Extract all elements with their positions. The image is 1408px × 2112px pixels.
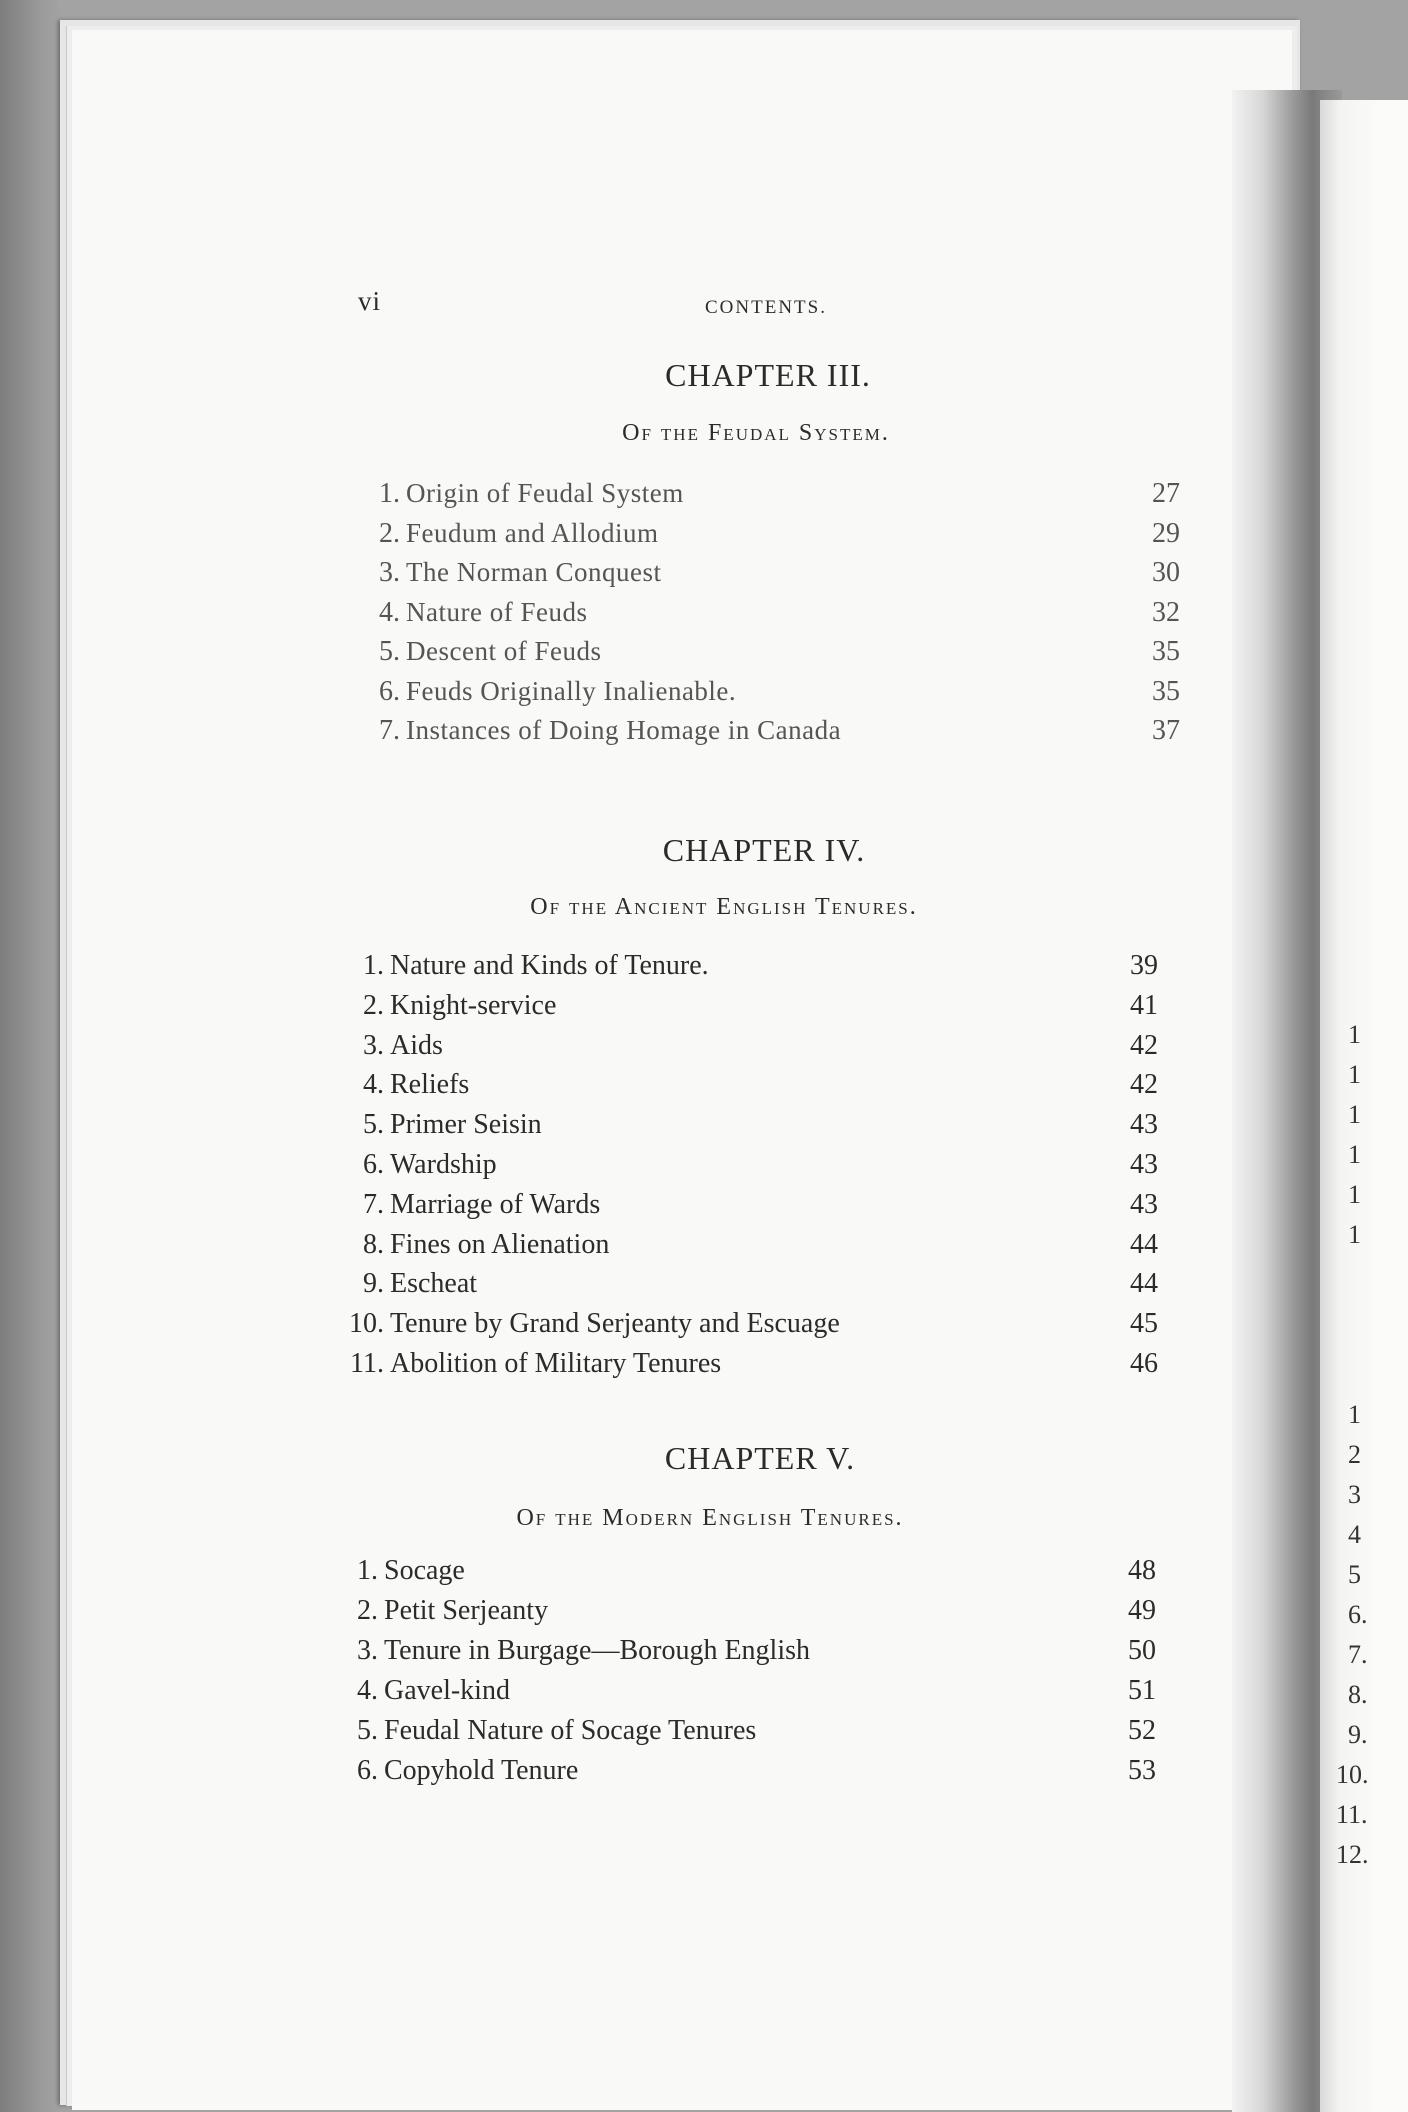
toc-entry-number: 2. bbox=[357, 1595, 378, 1626]
toc-entry-page: 53 bbox=[1128, 1755, 1156, 1786]
toc-entry-page: 27 bbox=[1152, 478, 1180, 509]
toc-entry-number: 5. bbox=[379, 636, 400, 667]
toc-entry-number: 8. bbox=[363, 1228, 384, 1260]
toc-entry-number: 5. bbox=[357, 1715, 378, 1746]
toc-entry-page: 30 bbox=[1152, 557, 1180, 588]
toc-entry-number: 6. bbox=[357, 1755, 378, 1786]
facing-page-number: 11. bbox=[1336, 1800, 1368, 1829]
toc-entry bbox=[360, 597, 1190, 637]
toc-entry-number: 3. bbox=[357, 1635, 378, 1666]
toc-entry-page: 44 bbox=[1130, 1228, 1158, 1260]
toc-entry-number: 1. bbox=[363, 950, 384, 981]
toc-entry-page: 51 bbox=[1128, 1675, 1156, 1706]
toc-entry bbox=[336, 1308, 1168, 1348]
toc-entry bbox=[360, 518, 1190, 558]
toc-entry-title: Descent of Feuds bbox=[406, 636, 602, 666]
toc-entry bbox=[330, 1595, 1166, 1635]
chapter-5-subtitle: Of the Modern English Tenures. bbox=[516, 1505, 904, 1531]
toc-entry-number: 2. bbox=[363, 989, 384, 1021]
facing-page-number: 1 bbox=[1348, 1220, 1361, 1249]
toc-entry-number: 4. bbox=[363, 1069, 384, 1101]
toc-entry-title: Abolition of Military Tenures bbox=[390, 1348, 722, 1379]
toc-entry-title: Gavel-kind bbox=[384, 1675, 510, 1706]
toc-entry-number: 2. bbox=[379, 517, 400, 549]
toc-entry-page: 42 bbox=[1130, 1069, 1158, 1101]
facing-page-number: 7. bbox=[1348, 1640, 1368, 1669]
facing-page-number: 1 bbox=[1348, 1400, 1361, 1429]
toc-entry-title: Knight-service bbox=[390, 989, 557, 1021]
toc-entry-title: Feudal Nature of Socage Tenures bbox=[384, 1715, 757, 1746]
toc-entry bbox=[330, 1675, 1166, 1715]
toc-entry-number: 7. bbox=[363, 1188, 384, 1220]
toc-entry bbox=[360, 557, 1190, 597]
toc-entry-page: 48 bbox=[1128, 1555, 1156, 1586]
toc-entry bbox=[330, 1635, 1166, 1675]
running-title: CONTENTS. bbox=[705, 297, 827, 318]
toc-entry-page: 43 bbox=[1130, 1109, 1158, 1141]
facing-page-number: 1 bbox=[1348, 1060, 1361, 1089]
facing-page-number: 6. bbox=[1348, 1600, 1368, 1629]
toc-entry bbox=[336, 990, 1168, 1030]
toc-entry-title: Tenure in Burgage—Borough English bbox=[384, 1635, 811, 1666]
facing-page-number: 3 bbox=[1348, 1480, 1361, 1509]
toc-entry bbox=[336, 1348, 1168, 1388]
toc-entry-title: Marriage of Wards bbox=[390, 1188, 601, 1220]
facing-page-number: 10. bbox=[1336, 1760, 1369, 1789]
toc-entry-page: 45 bbox=[1130, 1308, 1158, 1340]
toc-entry-page: 50 bbox=[1128, 1635, 1156, 1666]
facing-page-number: 9. bbox=[1348, 1720, 1368, 1749]
toc-entry-page: 41 bbox=[1130, 989, 1158, 1021]
toc-entry-title: Reliefs bbox=[390, 1069, 470, 1101]
toc-entry-title: Feuds Originally Inalienable. bbox=[406, 675, 737, 706]
toc-entry-number: 9. bbox=[363, 1268, 384, 1300]
toc-entry-number: 10. bbox=[349, 1308, 384, 1340]
toc-entry-page: 49 bbox=[1128, 1595, 1156, 1626]
toc-entry-number: 11. bbox=[350, 1348, 384, 1379]
facing-page-number: 12. bbox=[1336, 1840, 1369, 1869]
toc-entry-title: Primer Seisin bbox=[390, 1109, 542, 1141]
toc-entry-page: 43 bbox=[1130, 1149, 1158, 1180]
toc-entry bbox=[360, 676, 1190, 716]
toc-entry-title: Wardship bbox=[390, 1149, 497, 1180]
toc-entry-number: 6. bbox=[379, 675, 400, 707]
page-folio: vi bbox=[358, 286, 382, 316]
toc-entry-page: 44 bbox=[1130, 1268, 1158, 1300]
toc-entry bbox=[360, 636, 1190, 676]
chapter-3-title: CHAPTER III. bbox=[665, 357, 871, 393]
facing-page-number: 2 bbox=[1348, 1440, 1361, 1469]
chapter-4-title: CHAPTER IV. bbox=[662, 832, 866, 868]
chapter-5-title: CHAPTER V. bbox=[664, 1440, 856, 1476]
toc-entry-number: 7. bbox=[379, 715, 400, 746]
toc-entry-page: 35 bbox=[1152, 675, 1180, 707]
toc-entry bbox=[330, 1555, 1166, 1595]
facing-page-number: 1 bbox=[1348, 1140, 1361, 1169]
facing-page-number: 4 bbox=[1348, 1520, 1361, 1549]
toc-entry-title: Nature of Feuds bbox=[406, 596, 588, 627]
toc-entry bbox=[336, 1030, 1168, 1070]
toc-entry-number: 1. bbox=[357, 1555, 378, 1586]
toc-entry bbox=[330, 1715, 1166, 1755]
toc-entry-title: Instances of Doing Homage in Canada bbox=[406, 715, 842, 745]
toc-entry bbox=[336, 1229, 1168, 1269]
toc-entry bbox=[336, 950, 1168, 990]
toc-entry-page: 35 bbox=[1152, 636, 1180, 667]
toc-entry-title: Origin of Feudal System bbox=[406, 478, 684, 508]
toc-entry bbox=[330, 1755, 1166, 1795]
toc-entry-title: Escheat bbox=[390, 1268, 478, 1300]
toc-entry bbox=[336, 1189, 1168, 1229]
toc-entry-page: 43 bbox=[1130, 1188, 1158, 1220]
toc-entry-title: Aids bbox=[390, 1029, 443, 1061]
toc-entry-number: 3. bbox=[379, 557, 400, 588]
toc-entry-number: 5. bbox=[363, 1109, 384, 1141]
toc-entry-number: 6. bbox=[363, 1149, 384, 1180]
toc-entry-number: 4. bbox=[379, 596, 400, 628]
toc-entry bbox=[336, 1109, 1168, 1149]
toc-entry-title: Fines on Alienation bbox=[390, 1228, 610, 1260]
toc-entry bbox=[360, 478, 1190, 518]
toc-entry-title: Tenure by Grand Serjeanty and Escuage bbox=[390, 1308, 840, 1340]
toc-entry-page: 42 bbox=[1130, 1029, 1158, 1061]
toc-entry bbox=[360, 715, 1190, 755]
toc-entry bbox=[336, 1069, 1168, 1109]
toc-entry-title: The Norman Conquest bbox=[406, 557, 662, 587]
toc-entry-title: Feudum and Allodium bbox=[406, 517, 659, 548]
chapter-3-subtitle: Of the Feudal System. bbox=[622, 420, 890, 446]
facing-page-number: 5 bbox=[1348, 1560, 1361, 1589]
toc-entry-page: 46 bbox=[1130, 1348, 1158, 1379]
facing-page-number: 1 bbox=[1348, 1020, 1361, 1049]
toc-entry bbox=[336, 1149, 1168, 1189]
toc-entry bbox=[336, 1268, 1168, 1308]
toc-entry-page: 29 bbox=[1152, 517, 1180, 549]
toc-entry-page: 37 bbox=[1152, 715, 1180, 746]
toc-entry-number: 4. bbox=[357, 1675, 378, 1706]
toc-entry-title: Copyhold Tenure bbox=[384, 1755, 579, 1786]
toc-entry-page: 52 bbox=[1128, 1715, 1156, 1746]
toc-entry-page: 39 bbox=[1130, 950, 1158, 981]
toc-entry-page: 32 bbox=[1152, 596, 1180, 628]
toc-entry-number: 1. bbox=[379, 478, 400, 509]
facing-page-number: 1 bbox=[1348, 1180, 1361, 1209]
toc-entry-title: Nature and Kinds of Tenure. bbox=[390, 950, 709, 981]
toc-entry-title: Petit Serjeanty bbox=[384, 1595, 549, 1626]
facing-page-number: 1 bbox=[1348, 1100, 1361, 1129]
facing-page-number: 8. bbox=[1348, 1680, 1368, 1709]
chapter-4-subtitle: Of the Ancient English Tenures. bbox=[530, 894, 918, 920]
toc-entry-title: Socage bbox=[384, 1555, 465, 1586]
toc-entry-number: 3. bbox=[363, 1029, 384, 1061]
